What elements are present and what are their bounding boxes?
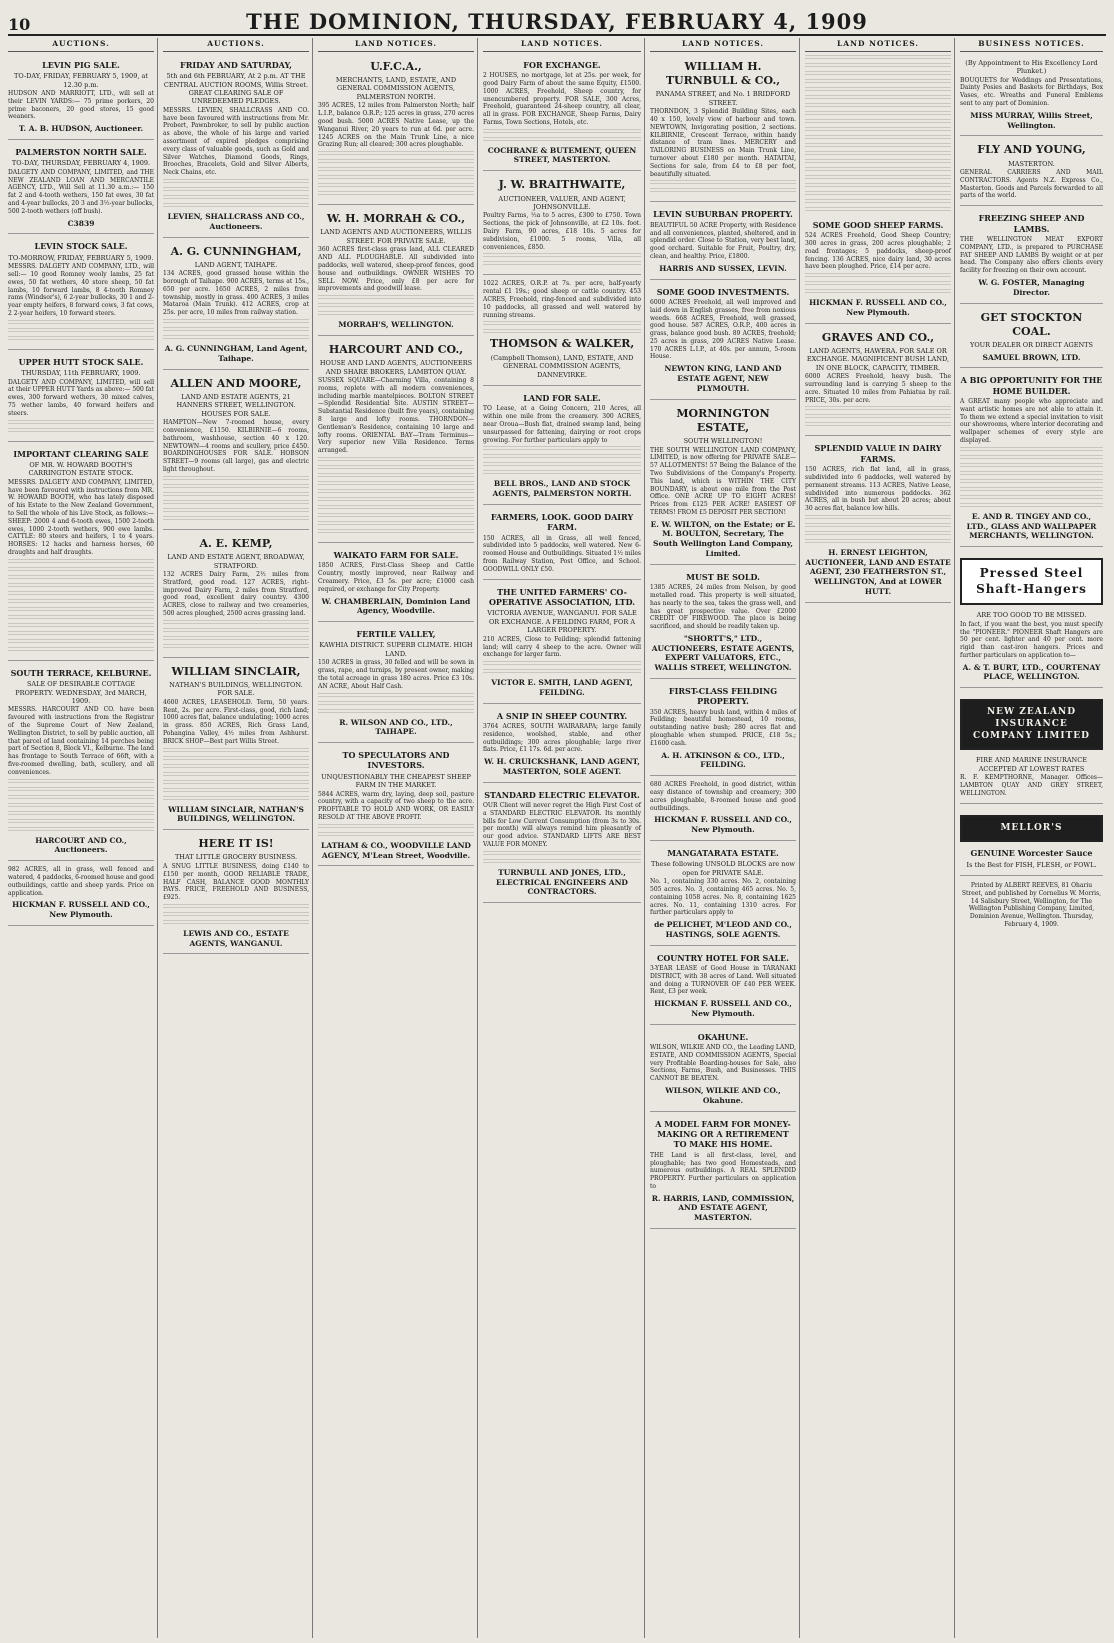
ad-body: 132 ACRES Dairy Farm, 2½ miles from Stratford, good road. 127 ACRES, right-improved Dairy Farm, 2 miles from Stratford, good road, excellent dairy country. 4300 ACRES, close to railway and two creameries, 500 acres ploughed, 2500 acres grassing land. xyxy=(163,570,309,617)
ad-body: R. F. KEMPTHORNE, Manager. Offices—LAMBTON QUAY AND GREY STREET, WELLINGTON. xyxy=(960,774,1103,797)
ad-signature: E. AND R. TINGEY AND CO., LTD., GLASS AND WALLPAPER MERCHANTS, WELLINGTON. xyxy=(966,511,1097,541)
ad-signature: HICKMAN F. RUSSELL AND CO., New Plymouth. xyxy=(809,298,947,317)
ad-body: Poultry Farms, ½a to 5 acres, £300 to £750. Town Sections, the pick of Johnsonville, at £2 10s. foot. Dairy Farm, 90 acres, £18 10s. 5 acres for subdivision, £1000. 5 rooms, Villa, all conveniences, £850. xyxy=(483,212,641,251)
ad-body: 982 ACRES, all in grass, well fenced and watered, 4 paddocks, 6-roomed house and good outbuildings, cattle and sheep yards. Price on application. xyxy=(8,866,154,897)
ad-title: MANGATARATA ESTATE. xyxy=(667,847,779,858)
ad-body: MESSRS. DALGETY AND COMPANY, LTD., will sell:— 10 good Romney wooly lambs, 25 fat ewes, 50 fat wethers, 40 store sheep, 50 fat lambs, 10 forward lambs, 8 4-tooth Romney rams (Windsor's), 6 2-year bullocks, 30 1 and 2-year empty heifers, 8 forward cows, 3 fat cows, 2 2-year heifers, 10 forward steers. xyxy=(8,263,154,317)
ad-mellors-sauce xyxy=(960,806,1103,877)
ad-title: MUST BE SOLD. xyxy=(686,571,760,582)
ad-signature: W. CHAMBERLAIN, Dominion Land Agency, Woodville. xyxy=(321,596,471,616)
ad-title: Pressed Steel Shaft-Hangers xyxy=(960,558,1103,605)
ad-title: HERE IT IS! xyxy=(198,837,274,851)
ad-subtitle: LAND AGENT, TAIHAPE. xyxy=(194,260,278,269)
ad-graves xyxy=(805,326,951,437)
ad-title: WILLIAM H. TURNBULL & CO., xyxy=(665,59,781,88)
ad-signature: BELL BROS., LAND AND STOCK AGENTS, PALMERSTON NORTH. xyxy=(492,479,632,499)
ad-title: FRIDAY AND SATURDAY, xyxy=(180,59,292,70)
ad-body: 3-YEAR LEASE of Good House in TARANAKI DISTRICT, with 38 acres of Land. Well situated and doing a TURNOVER OF £40 PER WEEK. Rent, £3 per week. xyxy=(650,965,796,996)
ad-title: SOME GOOD INVESTMENTS. xyxy=(656,286,790,297)
insurance-logo: NEW ZEALAND INSURANCE COMPANY LIMITED xyxy=(960,699,1103,750)
ad-title: ALLEN AND MOORE, xyxy=(170,376,302,390)
ad-signature: TURNBULL AND JONES, LTD., ELECTRICAL ENGINEERS AND CONTRACTORS. xyxy=(496,867,628,897)
ad-body: THORNDON, 3 Splendid Building Sites, each 40 x 150, lovely view of harbour and town. NEWTOWN, Invigorating position, 2 sections. KILBIRNIE, Crescent Terrace, within handy distance of tram lines. MERCERY and TAILORING BUSINESS on Main Trunk Line, turnover about £180 per month. HATAITAI, Sections for sale, from £4 to £8 per foot, beautifully situated. xyxy=(650,108,796,178)
ad-signature: R. WILSON AND CO., LTD., TAIHAPE. xyxy=(339,717,453,737)
ad-ufca xyxy=(318,55,474,205)
ad-subtitle: SOUTH WELLINGTON! xyxy=(683,437,763,446)
ad-braithwaite xyxy=(483,173,641,275)
ad-body: 6000 ACRES Freehold, heavy bush. The surrounding land is carrying 5 sheep to the acre. Situated 10 miles from Pahiatua by rail. PRICE, 30s. per acre. xyxy=(805,373,951,404)
ad-morrah xyxy=(318,207,474,336)
ad-body: HAMPTON—New 7-roomed house, every convenience, £1150. KILBIRNIE—6 rooms, bathroom, washhouse, section 40 x 120. NEWTOWN—4 rooms and scullery, price £450. BOARDINGHOUSES FOR SALE. HOBSON STREET—9 rooms (all large), gas and electric light throughout. xyxy=(163,419,309,473)
ad-title: THE UNITED FARMERS' CO-OPERATIVE ASSOCIATION, LTD. xyxy=(488,586,636,607)
ad-signature: R. HARRIS, LAND, COMMISSION, AND ESTATE AGENT, MASTERTON. xyxy=(651,1193,795,1223)
ad-signature: HICKMAN F. RUSSELL AND CO., New Plymouth. xyxy=(654,815,792,835)
ad-title: GET STOCKTON COAL. xyxy=(980,310,1083,338)
columns xyxy=(8,38,1106,1638)
ad-body: 2 HOUSES, no mortgage, let at 25s. per week, for good Dairy Farm of about the same Equity, £1500. 1000 ACRES, Freehold, Sheep country, for unencumbered property. FOR SALE, 300 Acres, Freehold, guaranteed 24-sheep country, all clear, all in grass. FOR EXCHANGE, Sheep Farms, Dairy Farms, Town Sections, Hotels, etc. xyxy=(483,72,641,126)
column-header: LAND NOTICES. xyxy=(318,38,474,52)
ad-subtitle: (By Appointment to His Excellency Lord Plunket.) xyxy=(965,58,1098,76)
ad-speculators xyxy=(318,745,474,866)
ad-subtitle: SALE OF DESIRABLE COTTAGE PROPERTY. WEDNESDAY, 3rd MARCH, 1909. xyxy=(15,680,147,706)
ad-body: A GREAT many people who appreciate and want artistic homes are not able to attain it. To them we extend a special invitation to visit our showrooms, where interior decorating and wallpaper schemes of every style are displayed. xyxy=(960,398,1103,445)
ad-feilding-property xyxy=(650,681,796,776)
ad-nz-insurance xyxy=(960,690,1103,803)
column-header: LAND NOTICES. xyxy=(650,38,796,52)
ad-signature: A. & T. BURT, LTD., COURTENAY PLACE, WELLINGTON. xyxy=(962,662,1101,682)
ad-title: TO SPECULATORS AND INVESTORS. xyxy=(342,750,450,771)
ad-body: 1385 ACRES, 24 miles from Nelson, by good metalled road. This property is well situated, has nearly to the sea, takes the grass well, and has great prospective value. Over £2000 CREDIT OF FIREWOOD. The place is being sacrificed, and should be readily taken up. xyxy=(650,584,796,631)
ad-title: SPLENDID VALUE IN DAIRY FARMS. xyxy=(814,443,942,464)
ad-upper-hutt-stock-sale xyxy=(8,352,154,442)
column-header: LAND NOTICES. xyxy=(483,38,641,52)
ad-title: WILLIAM SINCLAIR, xyxy=(171,664,301,678)
ad-okahune xyxy=(650,1027,796,1112)
ad-subtitle: GENUINE Worcester Sauce xyxy=(970,848,1093,859)
ad-body: MESSRS. LEVIEN, SHALLCRASS AND CO. have been favoured with instructions from Mr. Probert, Pawnbroker, to sell by public auction as above, the whole of his large and varied assortment of expired pledges comprising every class of valuable goods, such as Gold and Silver Watches, Diamond Goods, Rings, Brooches, Bracelets, Gold and Silver Alberts, Neck Chains, etc. xyxy=(163,106,309,177)
ad-body: BEAUTIFUL 50 ACRE Property, with Residence and all conveniences, planted, sheltered, and in splendid order. Close to Station, very best land, good orchard. Suitable for Fruit, Poultry, dry, clean, and healthy. Price, £1800. xyxy=(650,221,796,260)
ad-subtitle: NATHAN'S BUILDINGS, WELLINGTON. FOR SALE. xyxy=(169,681,303,698)
ad-title: FREEZING SHEEP AND LAMBS. xyxy=(978,213,1085,234)
column-land-notices-4 xyxy=(805,38,955,1638)
ad-levin-stock-sale xyxy=(8,236,154,349)
ad-body: 150 ACRES in grass, 30 felled and will be sown in grass, rape, and turnips, by present owner, making the total acreage in grass 180 acres. Price £3 10s. AN ACRE, About Half Cash. xyxy=(318,659,474,690)
column-header: LAND NOTICES. xyxy=(805,38,951,52)
ad-body: 1850 ACRES, First-Class Sheep and Cattle Country, mostly improved, near Railway and Creamery. Price, £3 5s. per acre; £1000 cash required, or exchange for City Property. xyxy=(318,562,474,593)
ad-allen-and-moore xyxy=(163,372,309,530)
ad-body: MESSRS. DALGETY AND COMPANY, LIMITED, have been favoured with instructions from MR. W. HOWARD BOOTH, who has lately disposed of his Estate to the New Zealand Government, to Sell the whole of his Live Stock, as follows:— SHEEP: 2000 4 and 6-tooth ewes, 1500 2-tooth ewes, 1000 2-tooth wethers, 900 ewe lambs. CATTLE: 80 steers and heifers, 1 to 4 years. HORSES: 12 hacks and harness horses, 60 draughts and half draughts. xyxy=(8,478,154,556)
ad-body: 524 ACRES Freehold, Good Sheep Country; 300 acres in grass, 200 acres ploughable; 2 road frontages; 5 paddocks, sheep-proof fencing. 136 ACRES, nice dairy land, 30 acres have been ploughed. Price, £14 per acre. xyxy=(805,232,951,271)
ad-subtitle: MERCHANTS, LAND, ESTATE, AND GENERAL COMMISSION AGENTS, PALMERSTON NORTH. xyxy=(335,76,457,101)
ad-signature: C3839 xyxy=(67,218,95,228)
ad-unredeemed-pledges xyxy=(163,55,309,238)
mellors-logo: MELLOR'S xyxy=(960,815,1103,843)
ad-subtitle: THAT LITTLE GROCERY BUSINESS. xyxy=(174,853,298,862)
ad-982-acres xyxy=(8,863,154,926)
ad-title: LEVIN PIG SALE. xyxy=(42,59,120,70)
ad-title: FOR EXCHANGE. xyxy=(523,59,601,70)
ad-body: A SNUG LITTLE BUSINESS, doing £140 to £150 per month, GOOD RELIABLE TRADE, HALF CASH, BALANCE GOOD MONTHLY PAYS. PRICE, FREEHOLD AND BUSINESS, £925. xyxy=(163,862,309,902)
ad-title: A. E. KEMP, xyxy=(199,536,273,550)
ad-title: IMPORTANT CLEARING SALE xyxy=(13,448,149,459)
ad-subtitle: YOUR DEALER OR DIRECT AGENTS xyxy=(970,341,1093,350)
ad-title: LEVIN SUBURBAN PROPERTY. xyxy=(653,209,793,220)
column-header: AUCTIONS. xyxy=(163,38,309,52)
ad-harcourt xyxy=(318,338,474,543)
ad-subtitle: PANAMA STREET, and No. 1 BRIDFORD STREET. xyxy=(655,90,791,107)
ad-title: SOME GOOD SHEEP FARMS. xyxy=(812,219,944,230)
ad-title: PALMERSTON NORTH SALE. xyxy=(15,146,147,157)
ad-body: 1022 ACRES, O.R.P. at 7s. per acre, half-yearly rental £1 19s.; good sheep or cattle country. 453 ACRES, Freehold, ring-fenced and subdivided into 10 paddocks, all grassed and well watered by running streams. xyxy=(483,280,641,319)
ad-subtitle: These following UNSOLD BLOCKS are now open for PRIVATE SALE. xyxy=(651,860,795,877)
ad-body: Is the Best for FISH, FLESH, or FOWL. xyxy=(966,860,1097,869)
ad-body: DALGETY AND COMPANY, LIMITED, and THE NEW ZEALAND LOAN AND MERCANTILE AGENCY, LTD., Will Sell at 11.30 a.m.:— 150 fat 2 and 4-tooth wethers, 150 fat ewes, 30 fat and 4-year bullocks, 20 3 and 3½-year bullocks, 500 2-tooth wethers (off bush). xyxy=(8,168,154,215)
ad-title: FERTILE VALLEY, xyxy=(356,629,436,640)
ad-model-farm xyxy=(650,1114,796,1229)
column-header: BUSINESS NOTICES. xyxy=(960,38,1103,52)
ad-title: J. W. BRAITHWAITE, xyxy=(498,178,626,192)
ad-body: 210 ACRES, Close to Feilding; splendid fattening land; will carry 4 sheep to the acre. Owner will exchange for larger farm. xyxy=(483,635,641,659)
ad-signature: W. H. CRUICKSHANK, LAND AGENT, MASTERTON, SOLE AGENT. xyxy=(484,757,640,776)
ad-title: LEVIN STOCK SALE. xyxy=(34,241,128,252)
ad-body: 150 ACRES, all in Grass, all well fenced, subdivided into 5 paddocks, well watered. New 6-roomed House and Outbuildings. Situated 1½ miles from Railway Station, Post Office, and School. GOODWILL ONLY £50. xyxy=(483,534,641,573)
ad-signature: HARRIS AND SUSSEX, LEVIN. xyxy=(659,263,787,273)
ad-title: UPPER HUTT STOCK SALE. xyxy=(18,356,144,367)
ad-fertile-valley xyxy=(318,624,474,743)
ad-signature: LEWIS AND CO., ESTATE AGENTS, WANGANUI. xyxy=(183,928,289,948)
ad-signature: VICTOR E. SMITH, LAND AGENT, FEILDING. xyxy=(491,678,633,697)
ad-body: 680 ACRES Freehold, in good district, within easy distance of township and creamery; 300 acres ploughable, 8-roomed house and good outbuildings. xyxy=(650,781,796,812)
ad-subtitle: MASTERTON. xyxy=(1008,159,1055,168)
ad-good-dairy-farm xyxy=(483,507,641,580)
ad-body: HUDSON AND MARRIOTT, LTD., will sell at their LEVIN YARDS:— 75 prime porkers, 20 prime baconers, 20 good stores, 15 good weaners. xyxy=(8,90,154,121)
ad-body: BOUQUETS for Weddings and Presentations, Dainty Posies and Baskets for Birthdays, Box Vases, etc. Wreaths and Funeral Emblems sent to any part of Dominion. xyxy=(960,76,1103,108)
ad-body: 395 ACRES, 12 miles from Palmerston North; half L.I.P., balance O.R.P.; 125 acres in grass, 270 acres good bush. 5000 ACRES Native Lease, up the Wanganui River, 20 years to run at 6d. per acre. 1245 ACRES on the Main Trunk Line, a nice Grazing Run; all cleared; 300 acres ploughable. xyxy=(318,102,474,149)
ad-body: SUSSEX SQUARE—Charming Villa, containing 8 rooms, replete with all modern conveniences, including marble mantelpieces. BOLTON STREET—Splendid Residential Site. AUSTIN STREET—Substantial Residence (built five years), containing 8 large and lofty rooms. THORNDON—Gentleman's Residence, containing 10 large and lofty rooms. ORIENTAL BAY—Tram Terminus—Very superior new Villa Residence. Terms arranged. xyxy=(318,377,474,455)
printer-imprint: Printed by ALBERT REEVES, 81 Ohariu Street, and published by Cornelius W. Morris, 14 Salisbury Street, Wellington, for The Wellington Publishing Company, Limited, Dominion Avenue, Wellington. Thursday, February 4, 1909. xyxy=(961,882,1102,929)
ad-signature: COCHRANE & BUTEMENT, QUEEN STREET, MASTERTON. xyxy=(487,145,637,165)
ad-subtitle: AUCTIONEER, VALUER, AND AGENT, JOHNSONVILLE. xyxy=(498,194,626,211)
ad-grocery-business xyxy=(163,832,309,954)
ad-signature: W. G. FOSTER, Managing Director. xyxy=(978,278,1085,297)
ad-subtitle: LAND AND ESTATE AGENT, BROADWAY, STRATFORD. xyxy=(167,553,305,570)
ad-subtitle: OF MR. W. HOWARD BOOTH'S CARRINGTON ESTATE STOCK. xyxy=(28,460,134,478)
ad-body: 350 ACRES, heavy bush land, within 4 miles of Feilding; beautiful homestead, 10 rooms, outstanding native bush; 280 acres flat and ploughable when stumped. PRICE, £18 5s.; £1600 cash. xyxy=(650,708,796,747)
ad-mangatarata-estate xyxy=(650,843,796,946)
ad-cunningham xyxy=(163,240,309,370)
ad-body: No. 1, containing 330 acres. No. 2, containing 505 acres. No. 3, containing 465 acres. No. 5, containing 1058 acres. No. 8, containing 1625 acres. No. 11, containing 1310 acres. For further particulars apply to xyxy=(650,878,796,917)
ad-body: OUR Client will never regret the High First Cost of a STANDARD ELECTRIC ELEVATOR. Its monthly bills for Low Current Consumption (from 3s to 30s. per month) will always remind him pleasantly of our good advice. STANDARD LIFTS ARE BEST VALUE FOR MONEY. xyxy=(483,802,641,849)
ad-standard-electric-elevator xyxy=(483,785,641,903)
ad-title: GRAVES AND CO., xyxy=(821,330,935,344)
ad-kemp xyxy=(163,532,309,658)
newspaper-title: THE DOMINION, THURSDAY, FEBRUARY 4, 1909 xyxy=(246,9,868,34)
ad-title: A. G. CUNNINGHAM, xyxy=(170,244,302,258)
ad-signature: LATHAM & CO., WOODVILLE LAND AGENCY, M'Lean Street, Woodville. xyxy=(321,840,471,860)
ad-signature: T. A. B. HUDSON, Auctioneer. xyxy=(18,124,144,134)
ad-body: 4600 ACRES, LEASEHOLD. Term, 50 years. Rent, 2s. per acre. First-class, good, rich land; 1000 acres flat, balance undulating; 1000 acres in grass. 850 ACRES, Rich Grass Land, Pohangina Valley, 4½ miles from Ashhurst. BRICK SHOP—Best part Willis Street. xyxy=(163,698,309,745)
ad-united-farmers xyxy=(483,582,641,704)
ad-subtitle: LAND AGENTS, HAWERA. FOR SALE OR EXCHANGE. MAGNIFICENT BUSH LAND, IN ONE BLOCK, CAPACITY, TIMBER. xyxy=(806,346,950,372)
masthead xyxy=(8,4,1106,36)
ad-body: In fact, if you want the best, you must specify the "PIONEER." PIONEER Shaft Hangers are 50 per cent. lighter and 40 per cent. more rigid than cast-iron hangers. Prices and further particulars on application to— xyxy=(960,620,1103,659)
ad-palmerston-north-sale xyxy=(8,142,154,234)
ad-land-for-sale xyxy=(483,388,641,505)
ad-mornington-estate xyxy=(650,402,796,565)
ad-must-be-sold xyxy=(650,567,796,679)
ad-signature: NEWTON KING, LAND AND ESTATE AGENT, NEW PLYMOUTH. xyxy=(664,364,782,393)
ad-signature: A. G. CUNNINGHAM, Land Agent, Taihape. xyxy=(164,344,308,363)
ad-levin-pig-sale xyxy=(8,55,154,140)
ad-title: MORNINGTON ESTATE, xyxy=(676,406,770,434)
ad-sinclair xyxy=(163,660,309,830)
ad-subtitle: HOUSE AND LAND AGENTS, AUCTIONEERS AND SHARE BROKERS, LAMBTON QUAY. xyxy=(319,359,473,376)
ad-subtitle: UNQUESTIONABLY THE CHEAPEST SHEEP FARM IN THE MARKET. xyxy=(321,772,471,790)
ad-signature: MORRAH'S, WELLINGTON. xyxy=(338,320,454,330)
ad-waikato-farm xyxy=(318,545,474,622)
ad-title: COUNTRY HOTEL FOR SALE. xyxy=(656,952,790,963)
ad-title: FLY AND YOUNG, xyxy=(977,143,1086,157)
ad-signature: de PELICHET, M'LEOD AND CO., HASTINGS, SOLE AGENTS. xyxy=(654,920,792,939)
ad-body: 360 ACRES first-class grass land, ALL CLEARED AND ALL PLOUGHABLE. All subdivided into paddocks, well watered, sheep-proof fences, good house and outbuildings. OWNER WISHES TO SELL NOW. Price, only £8 per acre for improvements and goodwill lease. xyxy=(318,246,474,293)
ad-signature: E. W. WILTON, on the Estate; or E. M. BOULTON, Secretary, The South Wellington Land Company, Limited. xyxy=(650,519,796,558)
ad-signature: MISS MURRAY, Willis Street, Wellington. xyxy=(970,110,1093,130)
ad-body: GENERAL CARRIERS AND MAIL CONTRACTORS. Agents N.Z. Express Co., Masterton. Goods and Parcels forwarded to all parts of the world. xyxy=(960,169,1103,200)
ad-680-acres xyxy=(650,778,796,841)
ad-body: 150 ACRES, rich flat land, all in grass, subdivided into 6 paddocks, well watered by permanent streams. 113 ACRES, Native Lease, subdivided into numerous paddocks. 362 ACRES, all in bush but about 20 acres; about 30 acres flat, balance low hills. xyxy=(805,466,951,513)
ad-title: SOUTH TERRACE, KELBURNE. xyxy=(10,667,152,678)
ad-title: FARMERS, LOOK. GOOD DAIRY FARM. xyxy=(490,511,634,533)
ad-subtitle: (Campbell Thomson), LAND, ESTATE, AND GENERAL COMMISSION AGENTS, DANNEVIRKE. xyxy=(490,353,634,379)
ad-title: OKAHUNE. xyxy=(697,1031,749,1042)
page-number: 10 xyxy=(8,15,31,34)
ad-signature: SAMUEL BROWN, LTD. xyxy=(982,352,1081,362)
ad-title: LAND FOR SALE. xyxy=(523,392,601,403)
ad-body: THE Land is all first-class, level, and ploughable; has two good Homesteads, and numerous outbuildings. A REAL SPLENDID PROPERTY. Further particulars on application to xyxy=(650,1151,796,1190)
ad-signature: LEVIEN, SHALLCRASS AND CO., Auctioneers. xyxy=(167,212,305,231)
ad-signature: "SHORTT'S," LTD., AUCTIONEERS, ESTATE AGENTS, EXPERT VALUATORS, ETC., WALLIS STREET, WELLINGTON. xyxy=(651,633,795,673)
ad-good-investments xyxy=(650,282,796,400)
ad-title: HARCOURT AND CO., xyxy=(328,342,464,356)
ad-fly-and-young xyxy=(960,138,1103,206)
ad-signature: HARCOURT AND CO., Auctioneers. xyxy=(35,835,127,855)
ad-body: 5844 ACRES, warm dry, laying, deep soil, pasture country, with a capacity of two sheep to the acre. PROFITABLE TO HOLD AND WORK, OR EASILY RESOLD AT THE ABOVE PROFIT. xyxy=(318,790,474,822)
ad-subtitle: KAWHIA DISTRICT. SUPERB CLIMATE. HIGH LAND. xyxy=(319,641,473,658)
ad-signature: HICKMAN F. RUSSELL AND CO., New Plymouth. xyxy=(654,999,792,1018)
ad-country-hotel xyxy=(650,948,796,1025)
ad-subtitle: THURSDAY, 11th FEBRUARY, 1909. xyxy=(21,369,141,378)
ad-thomson-walker xyxy=(483,277,641,386)
column-land-notices-2 xyxy=(483,38,645,1638)
column-business-notices xyxy=(960,38,1106,1638)
ad-subtitle: TO-DAY, FRIDAY, FEBRUARY 5, 1909, at 12.30 p.m. xyxy=(14,72,148,89)
ad-turnbull xyxy=(650,55,796,203)
ad-title: A BIG OPPORTUNITY FOR THE HOME BUILDER. xyxy=(960,375,1103,396)
ad-body: THE SOUTH WELLINGTON LAND COMPANY, LIMITED, is now offering for PRIVATE SALE— 57 ALLOTMENTS! 57 Being the Balance of the Two Subdivisions of the Company's Property. This land, which is WITHIN THE CITY BOUNDARY, is about one mile from the Post Office. ONE ACRE UP TO EIGHT ACRES! Prices from £125 PER ACRE! EASIEST OF TERMS! FROM £5 DEPOSIT PER SECTION! xyxy=(650,446,796,516)
ad-snip-sheep-country xyxy=(483,706,641,783)
ad-freezing-sheep xyxy=(960,208,1103,303)
column-auctions-1 xyxy=(8,38,158,1638)
ad-title: U.F.C.A., xyxy=(370,59,422,73)
ad-subtitle: FIRE AND MARINE INSURANCE ACCEPTED AT LOWEST RATES xyxy=(976,756,1087,773)
ad-body: WILSON, WILKIE AND CO., the Leading LAND, ESTATE, AND COMMISSION AGENTS, Special very Profitable Boarding-houses for Sale, also Sections, Farms, Bush, and Businesses. THIS CANNOT BE BEATEN. xyxy=(650,1044,796,1083)
ad-subtitle: 5th and 6th FEBRUARY, At 2 p.m. AT THE CENTRAL AUCTION ROOMS, Willis Street. GREAT CLEARING SALE OF UNREDEEMED PLEDGES. xyxy=(163,72,309,106)
ad-title: WAIKATO FARM FOR SALE. xyxy=(333,549,459,560)
ad-dairy-farms xyxy=(805,438,951,602)
ad-levin-suburban xyxy=(650,204,796,279)
ad-subtitle: LAND AGENTS AND AUCTIONEERS, WILLIS STREET. FOR PRIVATE SALE. xyxy=(320,228,472,245)
ad-signature: WILSON, WILKIE AND CO., Okahune. xyxy=(665,1086,781,1105)
ad-sheep-farms xyxy=(805,215,951,324)
ad-subtitle: VICTORIA AVENUE, WANGANUI. FOR SALE OR EXCHANGE. A FEILDING FARM, FOR A LARGER PROPERTY. xyxy=(487,609,637,635)
ad-title: A MODEL FARM FOR MONEY-MAKING OR A RETIREMENT TO MAKE HIS HOME. xyxy=(655,1118,791,1150)
ad-signature: WILLIAM SINCLAIR, NATHAN'S BUILDINGS, WELLINGTON. xyxy=(168,804,304,824)
ad-body: THE WELLINGTON MEAT EXPORT COMPANY, LTD., is prepared to PURCHASE FAT SHEEP AND LAMBS By weight or at per head. The Company also offers clients every facility for freezing on their own account. xyxy=(960,236,1103,275)
ad-for-exchange xyxy=(483,55,641,171)
ad-title: THOMSON & WALKER, xyxy=(489,337,635,351)
ad-stockton-coal xyxy=(960,306,1103,369)
ad-body: DALGETY AND COMPANY, LIMITED, will sell at their UPPER HUTT Yards as above:— 500 fat ewes, 300 forward wethers, 30 mixed calves, 75 wether lambs, 40 forward heifers and steers. xyxy=(8,378,154,417)
ad-body: 134 ACRES, good grassed house within the borough of Taihape. 900 ACRES, terms at 15s., 650 per acre. 1650 ACRES, 2 miles from township, mostly in grass. 400 ACRES, 3 miles Mataroa (Main Trunk). 412 ACRES, crop at 25s. per acre, 10 miles from railway station. xyxy=(163,270,309,317)
ad-subtitle: LAND AND ESTATE AGENTS, 21 HANNERS STREET, WELLINGTON. HOUSES FOR SALE. xyxy=(176,392,296,418)
ad-subtitle: TO-DAY, THURSDAY, FEBRUARY 4, 1909. xyxy=(11,159,151,168)
column-auctions-2 xyxy=(163,38,313,1638)
ad-title: W. H. MORRAH & CO., xyxy=(326,212,466,226)
ad-title: A SNIP IN SHEEP COUNTRY. xyxy=(496,710,628,721)
ad-body: MESSRS. HARCOURT AND CO. have been favoured with instructions from the Registrar of the Supreme Court of New Zealand, Wellington District, to sell by public auction, all that parcel of land containing 14 perches being part of Section 8, Block VI., Kelburne. The land has frontage to South Terrace of 66ft, with a five-roomed dwelling, bath, scullery, and all conveniences. xyxy=(8,706,154,776)
ad-bouquets xyxy=(960,55,1103,137)
ad-title: FIRST-CLASS FEILDING PROPERTY. xyxy=(668,685,778,707)
ad-clearing-sale xyxy=(8,444,154,661)
column-land-notices-1 xyxy=(318,38,478,1638)
ad-subtitle: ARE TOO GOOD TO BE MISSED. xyxy=(976,611,1087,620)
ad-body: TO Lease, at a Going Concern, 210 Acres, all within one mile from the creamery. 300 ACRES, near Oroua—Bush flat, drained swamp land, being unsurpassed for fattening, dairying or root crops growing. For further particulars apply to xyxy=(483,405,641,444)
column-header: AUCTIONS. xyxy=(8,38,154,52)
ad-home-builder xyxy=(960,370,1103,547)
column-land-notices-3 xyxy=(650,38,800,1638)
ad-signature: H. ERNEST LEIGHTON, AUCTIONEER, LAND AND ESTATE AGENT, 230 FEATHERSTON ST., WELLINGTON, And at LOWER HUTT. xyxy=(805,547,951,596)
ad-kelburne-cottage xyxy=(8,663,154,861)
ad-subtitle: TO-MORROW, FRIDAY, FEBRUARY 5, 1909. xyxy=(8,253,154,262)
ad-signature: A. H. ATKINSON & CO., LTD., FEILDING. xyxy=(661,750,785,770)
ad-signature: HICKMAN F. RUSSELL AND CO., New Plymouth. xyxy=(12,900,150,920)
ad-title: STANDARD ELECTRIC ELEVATOR. xyxy=(484,789,640,800)
ad-body: 3764 ACRES, SOUTH WAIRARAPA; large family residence, woolshed, stable, and other outbuildings; 300 acres ploughable; large river flats. Price, £1 17s. 6d. per acre. xyxy=(483,722,641,754)
ad-shaft-hangers xyxy=(960,549,1103,688)
ad-body: 6000 ACRES Freehold, all well improved and laid down in English grasses, free from noxious weeds. 668 ACRES, Freehold, well grassed, good house. 587 ACRES, O.R.P., 400 acres in grass, balance good bush. 89 ACRES, freehold; 25 acres in grass, 209 ACRES Native Lease. 170 ACRES L.I.P., at 40s. per annum, 5-room House. xyxy=(650,298,796,361)
